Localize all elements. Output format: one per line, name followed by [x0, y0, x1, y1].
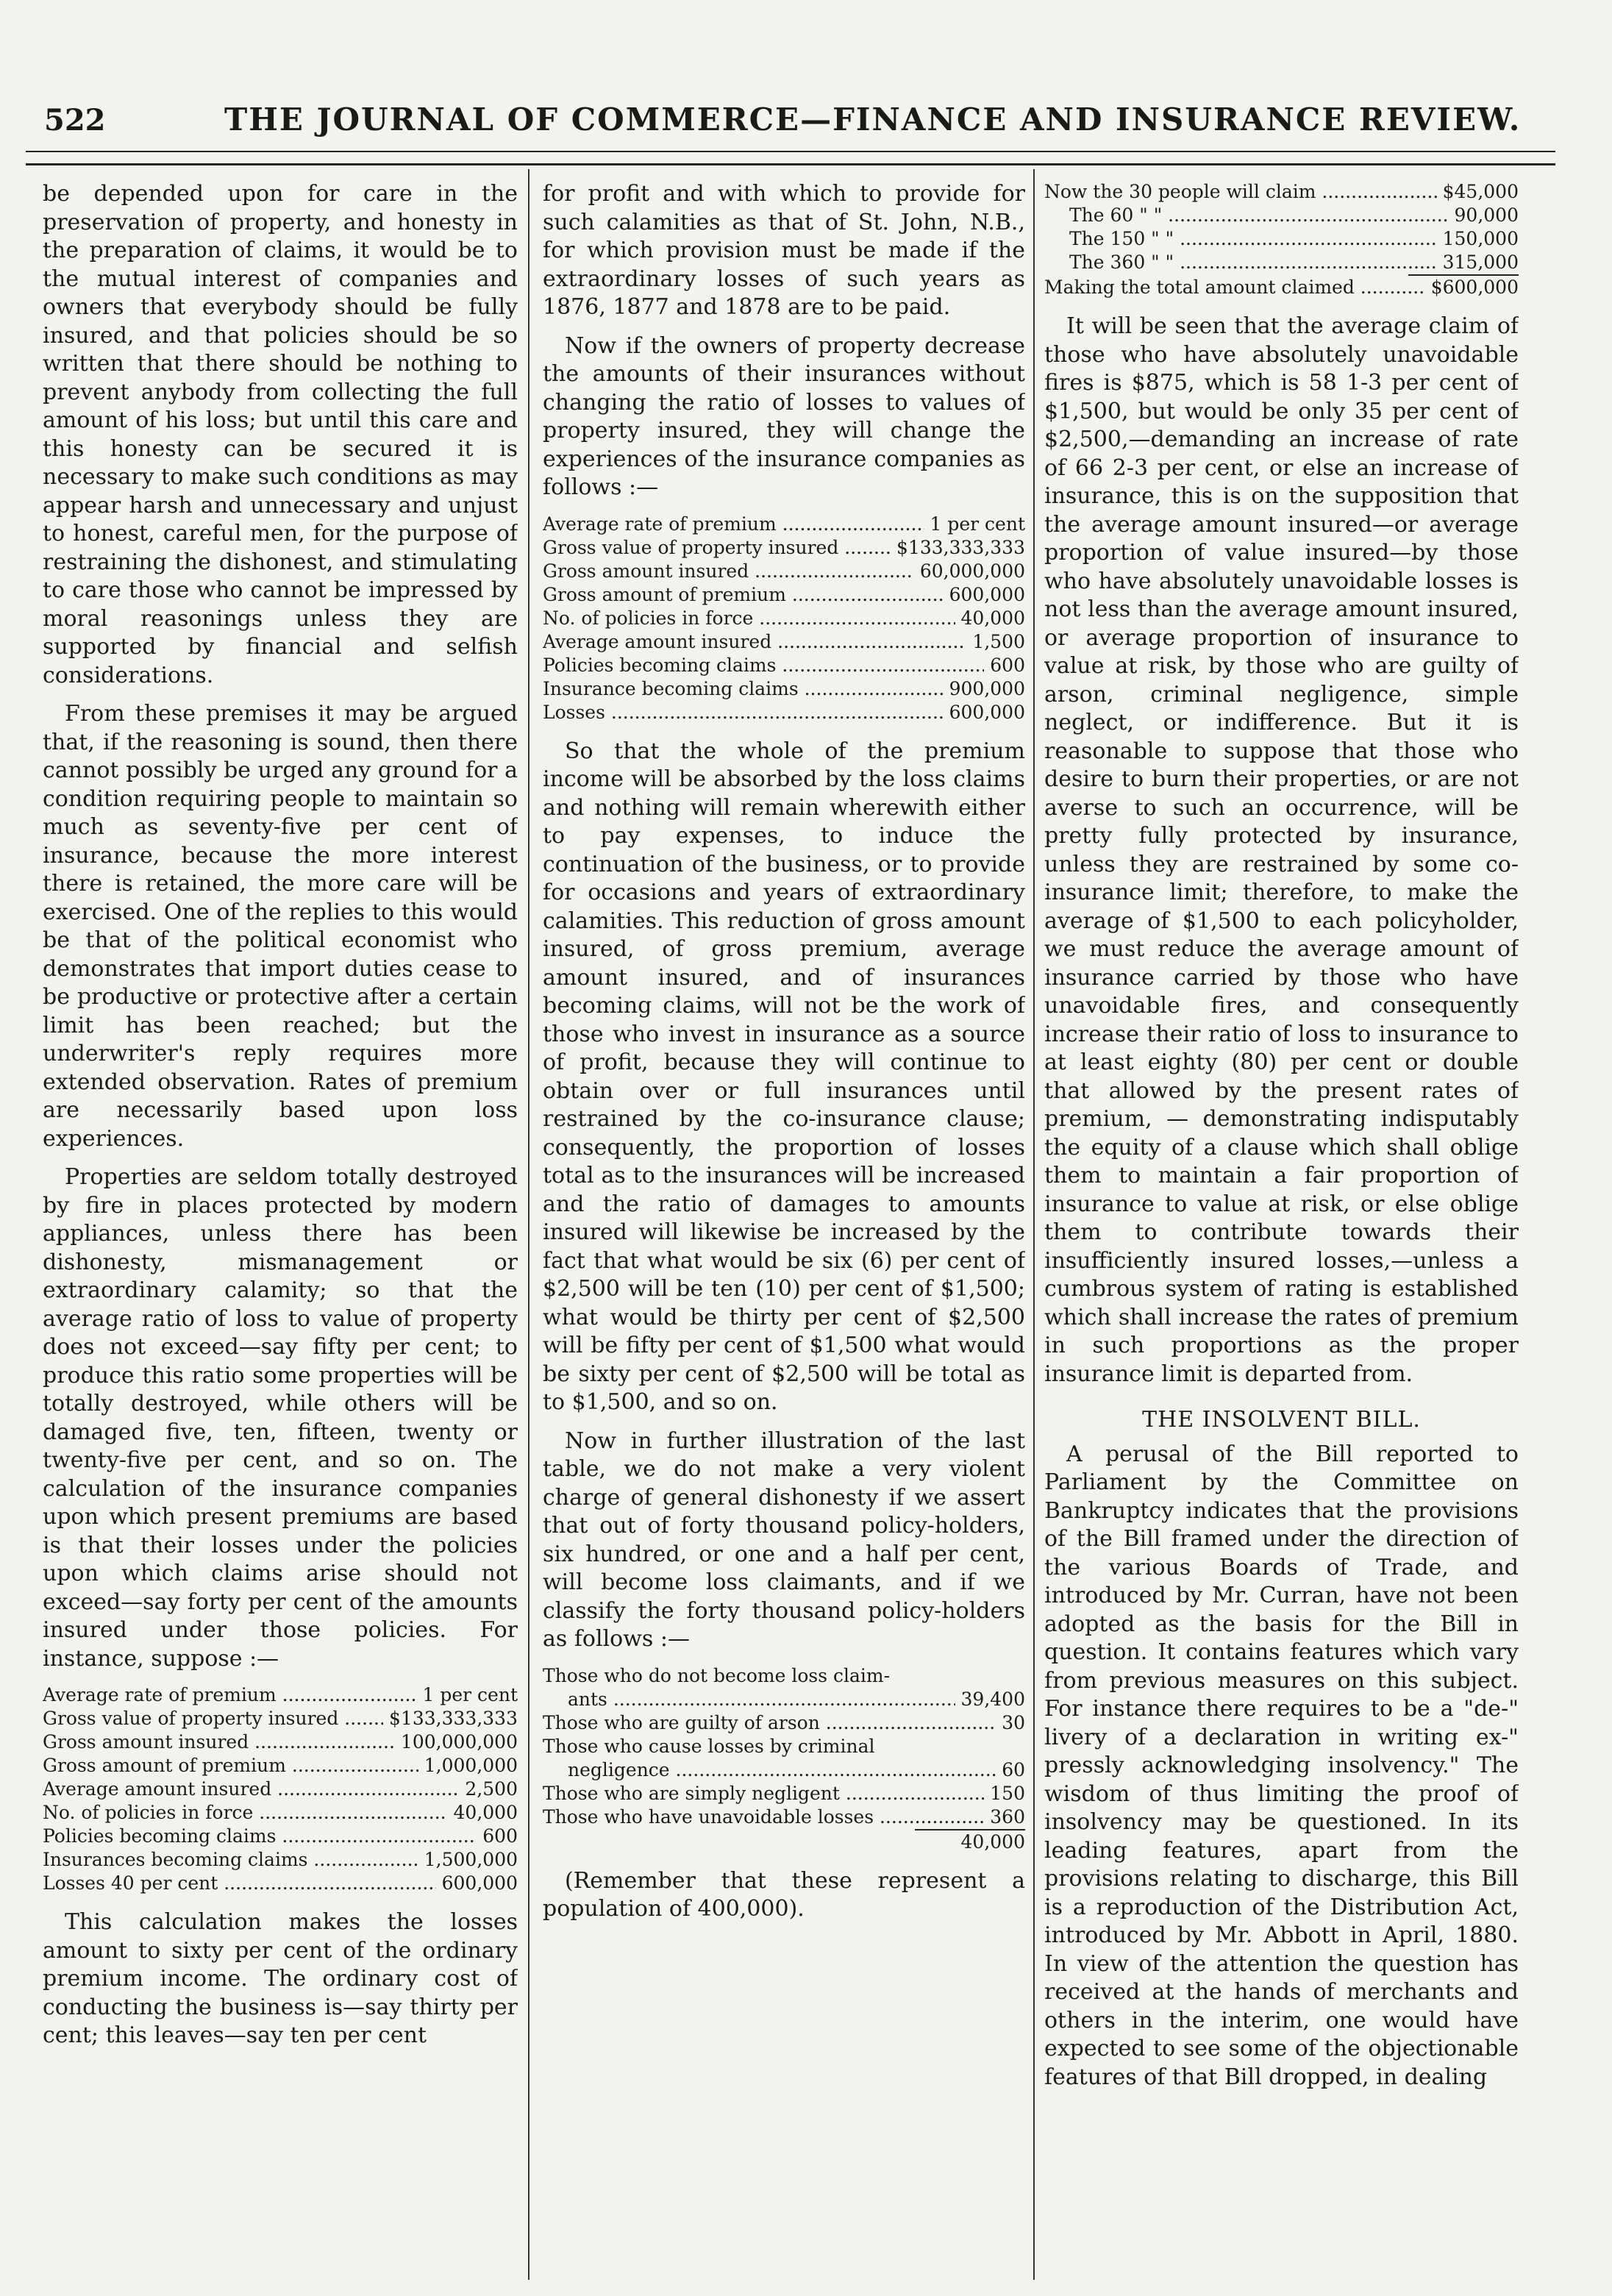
table-row: No. of policies in force ..... 40,000	[543, 607, 1025, 630]
table-row: The 150 " " ..... 150,000	[1044, 227, 1519, 251]
table-row: negligence ..... 60	[543, 1758, 1025, 1782]
paragraph: Properties are seldom totally destroyed by fire in places protected by modern appliances, unless there has been dishonesty, mismanagement or extraordinary calamity; so that the average ratio of loss to value of property does not exceed—say fifty per cent; to produce this ratio some properties will be totally destroyed, while others will be damaged five, ten, fifteen, twenty or twenty-five per cent, and so on. The calculation of the insurance companies upon which present premiums are based is that their losses under the policies upon which claims arise should not exceed—say forty per cent of the amounts insured under those policies. For instance, suppose :—	[43, 1164, 518, 1672]
table-total-row: Making the total amount claimed ..... $600,000	[1044, 276, 1519, 299]
policyholder-classification-table	[543, 1664, 1025, 1854]
paragraph: (Remember that these represent a population of 400,000).	[543, 1867, 1025, 1922]
table-row: Losses 40 per cent ..... 600,000	[43, 1872, 518, 1895]
column-1	[43, 180, 518, 2269]
table-row: Gross value of property insured ..... $133,333,333	[543, 536, 1025, 560]
table-row: Average rate of premium ..... 1 per cent	[543, 513, 1025, 536]
table-row: Gross amount insured ..... 60,000,000	[543, 560, 1025, 583]
column-2	[543, 180, 1025, 2269]
paragraph: Now in further illustration of the last table, we do not make a very violent charge of general dishonesty if we assert that out of forty thousand policy-holders, six hundred, or one and a half per cent, will become loss claimants, and if we classify the forty thousand policy-holders as follows :—	[543, 1427, 1025, 1652]
table-total-row: 40,000	[960, 1830, 1025, 1853]
table-row: Average amount insured ..... 1,500	[543, 630, 1025, 654]
table-row: Gross value of property insured ..... $133,333,333	[43, 1707, 518, 1730]
table-row: Insurance becoming claims ..... 900,000	[543, 677, 1025, 701]
table-row: The 360 " " ..... 315,000	[1044, 251, 1519, 274]
column-3	[1044, 180, 1519, 2269]
column-divider	[528, 169, 529, 2280]
paragraph: be depended upon for care in the preservation of property, and honesty in the preparation of claims, it would be to the mutual interest of companies and owners that everybody should be fully insured, and that policies should be so written that there should be nothing to prevent anybody from collecting the full amount of his loss; but until this care and this honesty can be secured it is necessary to make such conditions as may appear harsh and unnecessary and unjust to honest, careful men, for the purpose of restraining the dishonest, and stimulating to care those who cannot be impressed by moral reasonings unless they are supported by financial and selfish considerations.	[43, 181, 518, 688]
table-row: The 60 " " ..... 90,000	[1044, 204, 1519, 227]
paragraph: for profit and with which to provide for such calamities as that of St. John, N.B., for which provision must be made if the extraordinary losses of such years as 1876, 1877 and 1878 are to be paid.	[543, 181, 1025, 320]
paragraph: So that the whole of the premium income will be absorbed by the loss claims and nothing will remain wherewith either to pay expenses, to induce the continuation of the business, or to provide for occasions and years of extraordinary calamities. This reduction of gross amount insured, of gross premium, average amount insured, and of insurances becoming claims, will not be the work of those who invest in insurance as a source of profit, because they will continue to obtain over or full insurances until restrained by the co-insurance clause; consequently, the proportion of losses total as to the insurances will be increased and the ratio of damages to amounts insured will likewise be increased by the fact that what would be six (6) per cent of $2,500 will be ten (10) per cent of $1,500; what would be thirty per cent of $2,500 will be fifty per cent of $1,500 what would be sixty per cent of $2,500 will be total as to $1,500, and so on.	[543, 738, 1025, 1415]
page-header	[15, 96, 1583, 154]
table-row: Average amount insured ..... 2,500	[43, 1778, 518, 1801]
table-row: Those who have unavoidable losses ..... 360	[543, 1805, 1025, 1829]
table-row: No. of policies in force ..... 40,000	[43, 1801, 518, 1825]
premium-table	[43, 1683, 518, 1895]
column-divider	[1033, 169, 1035, 2280]
table-row: Gross amount of premium ..... 1,000,000	[43, 1754, 518, 1778]
table-row: Gross amount of premium ..... 600,000	[543, 583, 1025, 607]
section-title: THE INSOLVENT BILL.	[1142, 1407, 1421, 1433]
paragraph: From these premises it may be argued that, if the reasoning is sound, then there cannot possibly be urged any ground for a condition requiring people to maintain so much as seventy-five per cent of insurance, because the more interest there is retained, the more care will be exercised. One of the replies to this would be that of the political economist who demonstrates that import duties cease to be productive or protective after a certain limit has been reached; but the underwriter's reply requires more extended observation. Rates of premium are necessarily based upon loss experiences.	[43, 701, 518, 1152]
page-number: 522	[44, 103, 106, 138]
table-row: Policies becoming claims ..... 600	[543, 654, 1025, 677]
paragraph: A perusal of the Bill reported to Parliament by the Committee on Bankruptcy indicates that the provisions of the Bill framed under the direction of the various Boards of Trade, and introduced by Mr. Curran, have not been adopted as the basis for the Bill in question. It contains features which vary from previous measures on this subject. For instance there requires to be a "de-" livery of a declaration in writing ex-" pressly acknowledging insolvency." The wisdom of thus limiting the proof of insolvency may be questioned. In its leading features, apart from the provisions relating to discharge, this Bill is a reproduction of the Distribution Act, introduced by Mr. Abbott in April, 1880. In view of the attention the question has received at the hands of merchants and others in the interim, one would have expected to see some of the objectionable features of that Bill dropped, in dealing	[1044, 1441, 1519, 2090]
claims-table	[1044, 180, 1519, 299]
table-row: Now the 30 people will claim ..... $45,000	[1044, 180, 1519, 204]
table-row: Those who cause losses by criminal	[543, 1735, 875, 1757]
header-rule-double	[26, 163, 1555, 165]
table-row: Insurances becoming claims ..... 1,500,000	[43, 1848, 518, 1872]
table-row: Those who are simply negligent ..... 150	[543, 1782, 1025, 1805]
premium-table	[543, 513, 1025, 724]
header-rule	[26, 151, 1555, 152]
paragraph: It will be seen that the average claim of those who have absolutely unavoidable fires is $875, which is 58 1-3 per cent of $1,500, but would be only 35 per cent of $2,500,—demanding an increase of rate of 66 2-3 per cent, or else an increase of insurance, this is on the supposition that the average amount insured—or average proportion of value insured—by those who have absolutely unavoidable losses is not less than the average amount insured, or average proportion of insurance to value at risk, by those who are guilty of arson, criminal negligence, simple neglect, or indifference. But it is reasonable to suppose that those who desire to burn their properties, or are not averse to such an occurrence, will be pretty fully protected by insurance, unless they are restrained by some co-insurance limit; therefore, to make the average of $1,500 to each policyholder, we must reduce the average amount of insurance carried by those who have unavoidable fires, and consequently increase their ratio of loss to insurance to at least eighty (80) per cent or double that allowed by the present rates of premium, — demonstrating indisputably the equity of a clause which shall oblige them to maintain a fair proportion of insurance to value at risk, or else oblige them to contribute towards their insufficiently insured losses,—unless a cumbrous system of rating is established which shall increase the rates of premium in such proportions as the proper insurance limit is departed from.	[1044, 313, 1519, 1387]
paragraph: Now if the owners of property decrease the amounts of their insurances without changing the ratio of losses to values of property insured, they will change the experiences of the insurance companies as follows :—	[543, 332, 1025, 500]
table-row: Losses ..... 600,000	[543, 701, 1025, 724]
table-row: ants ..... 39,400	[543, 1688, 1025, 1711]
table-row: Policies becoming claims ..... 600	[43, 1825, 518, 1848]
paragraph: This calculation makes the losses amount to sixty per cent of the ordinary premium income. The ordinary cost of conducting the business is—say thirty per cent; this leaves—say ten per cent	[43, 1909, 518, 2048]
table-row: Those who do not become loss claim-	[543, 1664, 891, 1686]
running-head: THE JOURNAL OF COMMERCE—FINANCE AND INSURANCE REVIEW.	[224, 101, 1522, 138]
table-row: Gross amount insured ..... 100,000,000	[43, 1730, 518, 1754]
table-row: Average rate of premium ..... 1 per cent	[43, 1683, 518, 1707]
table-row: Those who are guilty of arson ..... 30	[543, 1711, 1025, 1735]
